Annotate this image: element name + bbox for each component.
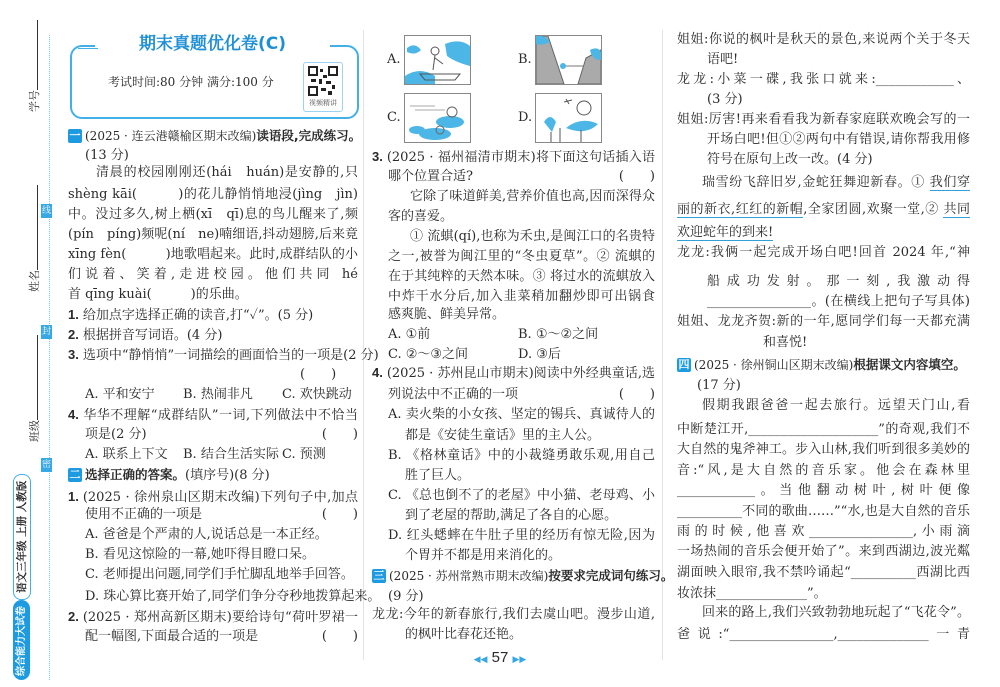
option-b[interactable]: B. ①～②之间 bbox=[518, 327, 599, 342]
question-3 bbox=[68, 345, 379, 365]
dialog-line: 龙龙:今年的新春旅行,我们去虞山吧。漫步山道, bbox=[372, 607, 655, 622]
underlined-sentence-1: 丽的新衣,红红的新帽 bbox=[677, 202, 804, 217]
question-text: (2025 · 福州福清市期末)将下面这句话插入语 bbox=[386, 150, 655, 165]
next-arrows-icon: ▶▶ bbox=[512, 654, 527, 664]
option-a[interactable]: A. 卖火柴的小女孩、坚定的锡兵、真诚待人的 bbox=[388, 407, 655, 422]
prev-arrows-icon: ◀◀ bbox=[473, 654, 488, 664]
question-4 bbox=[68, 405, 358, 425]
passage-line: 中。没过多久,树上栖(xī qī)息的鸟儿醒来了,频 bbox=[68, 207, 358, 222]
option-d[interactable]: D. ③后 bbox=[518, 347, 561, 362]
options-row bbox=[85, 445, 358, 465]
section-3-heading bbox=[372, 566, 673, 586]
dialog-line: 的枫叶比春花还艳。 bbox=[405, 627, 523, 642]
dialog-line: 姐姐:厉害!再来看看我为新春家庭联欢晚会写的一 bbox=[677, 112, 970, 127]
option-c[interactable]: C. 欢快跳动 bbox=[282, 387, 352, 402]
picture-option-label: B. bbox=[518, 52, 532, 67]
question-3 bbox=[372, 147, 655, 167]
lotus-dragonfly-illustration bbox=[536, 94, 601, 142]
dialog-line: 龙龙:小菜一碟,我张口就来:____________、 bbox=[677, 72, 970, 87]
question-number: 3. bbox=[372, 149, 383, 164]
question-text: 列说法中不正确的一项 bbox=[388, 387, 519, 402]
section-badge: 一 bbox=[69, 129, 81, 142]
section-1-heading bbox=[68, 126, 361, 146]
passage-line: 们说着、笑着,走进校园。他们共同 hé bbox=[68, 267, 358, 282]
answer-paren[interactable]: ( ) bbox=[618, 387, 655, 402]
question-number: 2. bbox=[68, 327, 79, 342]
option-b[interactable]: B. 《格林童话》中的小裁缝勇敢乐观,用自己 bbox=[388, 448, 655, 463]
question-number: 3. bbox=[68, 347, 79, 362]
section-source: (2025 · 徐州铜山区期末改编) bbox=[694, 358, 854, 372]
underlined-sentence-2: 共同 bbox=[677, 202, 970, 220]
picture-option-label: D. bbox=[518, 110, 533, 125]
greeting-line bbox=[677, 200, 970, 220]
name-label: 姓名 bbox=[28, 270, 41, 292]
question-1-cont bbox=[85, 505, 358, 525]
greeting-text: ,全家团圆,欢聚一堂,② bbox=[803, 202, 944, 217]
class-field[interactable] bbox=[26, 335, 42, 442]
question-text: 哪个位置合适? bbox=[388, 169, 473, 184]
lotus-pond-illustration bbox=[405, 94, 470, 142]
dialog-line: 开场白吧!但①②两句中有错误,请你帮我用修 bbox=[707, 132, 970, 147]
question-text: 项是(2 分) bbox=[85, 427, 147, 442]
qr-caption: 视频精讲 bbox=[309, 99, 337, 107]
exam-info: 考试时间:80 分钟 满分:100 分 bbox=[108, 75, 274, 89]
passage-line: 假期我跟爸爸一起去旅行。远望天门山,看 bbox=[702, 398, 970, 413]
passage-line: shèng kāi( )的花儿静悄悄地浸(jìng jìn) bbox=[68, 187, 358, 202]
dialog-line: 符号在原句上改一改。(4 分) bbox=[707, 152, 873, 167]
title-ornament bbox=[78, 48, 98, 49]
picture-option-c[interactable] bbox=[404, 93, 471, 143]
fill-blank-line[interactable]: 中断楚江开,____________________”的奇观,我们不 bbox=[677, 422, 970, 437]
passage-line: 之一,被誉为闽江里的“冬虫夏草”。② 流蜞的 bbox=[388, 249, 655, 264]
fill-blank-line[interactable]: 船成功发射。那一刻,我激动得 bbox=[707, 274, 970, 289]
brand-logo: 综合能力大试卷 bbox=[13, 600, 30, 680]
question-text: (2025 · 徐州泉山区期末改编)下列句子中,加点 bbox=[82, 490, 358, 505]
option-a[interactable]: A. 联系上下文 bbox=[85, 447, 168, 462]
question-4 bbox=[372, 363, 655, 383]
option-d-cont: 个胃并不都是用来消化的。 bbox=[405, 548, 562, 563]
page-number-text: 57 bbox=[491, 649, 509, 666]
question-number: 4. bbox=[372, 365, 383, 380]
dialog-line: 语吧! bbox=[707, 52, 739, 67]
section-badge: 四 bbox=[678, 358, 690, 371]
option-d[interactable]: D. 珠心算比赛开始了,同学们争分夺秒地拨算起来。 bbox=[85, 589, 381, 604]
fill-blank-line[interactable]: 湖面映入眼帘,我不禁吟诵起“__________西湖比西 bbox=[677, 565, 970, 580]
option-b-cont: 胜了巨人。 bbox=[405, 468, 471, 483]
qr-code[interactable] bbox=[303, 62, 343, 112]
section-instruction: 根据课文内容填空。 bbox=[853, 357, 966, 372]
section-instruction: 读语段,完成练习。 bbox=[256, 128, 362, 143]
fill-blank-line[interactable]: 雨的时候,他喜欢________________,小雨滴 bbox=[677, 524, 970, 539]
option-a[interactable]: A. 爸爸是个严肃的人,说话总是一本正经。 bbox=[85, 527, 328, 542]
seal-mark-seal: 封 bbox=[41, 327, 51, 337]
passage-line: 中炸干水分后,加入韭菜稍加翻炒即可出锅食 bbox=[388, 289, 655, 304]
passage-line: 大自然的鬼斧神工。步入山林,我们听到很多美妙的 bbox=[677, 442, 970, 457]
insert-sentence: 客的喜爱。 bbox=[388, 209, 454, 224]
class-label: 班级 bbox=[28, 420, 41, 442]
qr-code-icon bbox=[308, 66, 338, 96]
passage-line: xīng fèn( )地歌唱起来。此时,成群结队的小 bbox=[68, 247, 358, 262]
question-4-cont bbox=[388, 385, 655, 405]
section-points: (填序号)(8 分) bbox=[185, 468, 270, 483]
section-points: (13 分) bbox=[85, 148, 129, 163]
answer-paren[interactable]: ( ) bbox=[321, 507, 358, 522]
option-a[interactable]: A. ①前 bbox=[388, 327, 431, 342]
page-title: 期末真题优化卷(C) bbox=[95, 32, 330, 56]
question-number: 2. bbox=[68, 609, 79, 624]
seal-mark-secret: 密 bbox=[41, 460, 51, 470]
insert-sentence: 它除了味道鲜美,营养价值也高,因而深得众 bbox=[410, 189, 655, 204]
question-text: (2025 · 郑州高新区期末)要给诗句“荷叶罗裙一 bbox=[82, 610, 358, 625]
greeting-line bbox=[702, 173, 970, 193]
question-text: 根据拼音写词语。(4 分) bbox=[82, 328, 223, 343]
passage-line: 首 qīng kuài( )的乐曲。 bbox=[68, 287, 248, 302]
student-id-label: 学号 bbox=[28, 90, 41, 112]
boat-lotus-illustration bbox=[405, 36, 470, 84]
fill-blank-line[interactable]: 音:“风,是大自然的音乐家。他会在森林里 bbox=[677, 463, 970, 478]
section-instruction: 按要求完成词句练习。 bbox=[548, 568, 674, 583]
question-number: 1. bbox=[68, 307, 79, 322]
dialog-line: (3 分) bbox=[707, 92, 743, 107]
dialog-line: 姐姐、龙龙齐贺:新的一年,愿同学们每一天都充满 bbox=[677, 314, 970, 329]
section-4-heading bbox=[677, 355, 966, 375]
section-2-heading bbox=[68, 465, 270, 485]
fill-blank-line[interactable]: ____________。当他翻动树叶,树叶便像 bbox=[677, 483, 970, 498]
question-4-cont bbox=[85, 425, 358, 445]
question-text: 配一幅图,下面最合适的一项是 bbox=[85, 629, 259, 644]
greeting-line bbox=[677, 223, 773, 243]
greeting-text: 瑞雪纷飞辞旧岁,金蛇狂舞迎新春。① bbox=[702, 175, 930, 190]
mountain-river-illustration bbox=[536, 36, 601, 84]
option-c[interactable]: C. 预测 bbox=[282, 447, 326, 462]
options-row bbox=[85, 385, 358, 405]
option-c[interactable]: C. 老师提出问题,同学们手忙脚乱地举手回答。 bbox=[85, 567, 354, 582]
picture-option-a[interactable] bbox=[404, 35, 471, 85]
option-b[interactable]: B. 结合生活实际 bbox=[183, 447, 279, 462]
answer-paren[interactable]: ( ) bbox=[321, 629, 358, 644]
question-text: 给加点字选择正确的读音,打“✓”。(5 分) bbox=[82, 308, 314, 323]
section-instruction: 选择正确的答案。 bbox=[85, 467, 186, 482]
section-points: (9 分) bbox=[388, 589, 424, 604]
option-c-cont: 到了老屋的帮助,满足了各自的心愿。 bbox=[405, 508, 618, 523]
dialog-line: 和喜悦! bbox=[763, 335, 808, 350]
seal-mark-line: 线 bbox=[41, 206, 51, 216]
question-2 bbox=[68, 325, 222, 345]
fill-blank-line[interactable]: 爸说:“________________,______________一青 bbox=[677, 627, 970, 642]
passage-line: 回来的路上,我们兴致勃勃地玩起了“飞花令”。 bbox=[702, 605, 970, 620]
subject-label: 语文三年级 上册 人教版 bbox=[13, 474, 31, 600]
section-points: (17 分) bbox=[697, 378, 741, 393]
passage-line: 在于其纯粹的天然本味。③ 将过水的流蜞放入 bbox=[388, 269, 655, 284]
option-c[interactable]: C. ②～③之间 bbox=[388, 347, 469, 362]
question-1 bbox=[68, 487, 358, 507]
question-text: 华华不理解“成群结队”一词,下列做法中不恰当 bbox=[82, 408, 358, 423]
name-field[interactable] bbox=[26, 185, 42, 292]
underlined-sentence-1: 我们穿 bbox=[702, 175, 970, 193]
passage-line: 一场热闹的音乐会便开始了”。来到西湖边,波光粼 bbox=[677, 544, 970, 559]
dialog-line: 龙龙:我俩一起完成开场白吧!回首 2024 年,“神 bbox=[677, 245, 970, 260]
question-text: (2025 · 苏州昆山市期末)阅读中外经典童话,选 bbox=[386, 366, 655, 381]
passage-line: 感爽脆、鲜美异常。 bbox=[388, 307, 506, 322]
section-source: (2025 · 苏州常熟市期末改编) bbox=[389, 569, 549, 583]
option-b[interactable]: B. 热闹非凡 bbox=[183, 387, 253, 402]
answer-paren[interactable]: ( ) bbox=[618, 169, 655, 184]
question-3-cont bbox=[388, 167, 655, 187]
question-2-cont bbox=[85, 627, 358, 647]
section-badge: 二 bbox=[69, 468, 81, 481]
option-b[interactable]: B. 看见这惊险的一幕,她吓得目瞪口呆。 bbox=[85, 547, 315, 562]
fill-blank-line[interactable]: 妆浓抹______________”。 bbox=[677, 586, 827, 601]
passage-line: ① 流蜞(qí),也称为禾虫,是闽江口的名贵特 bbox=[410, 229, 655, 244]
answer-paren[interactable]: ( ) bbox=[321, 427, 358, 442]
question-text: 选项中“静悄悄”一词描绘的画面恰当的一项是(2 分) bbox=[82, 348, 379, 363]
dialog-line: 姐姐:你说的枫叶是秋天的景色,来说两个关于冬天 bbox=[677, 32, 970, 47]
question-1 bbox=[68, 305, 313, 325]
binding-line bbox=[49, 35, 50, 680]
question-number: 4. bbox=[68, 407, 79, 422]
fill-blank-line[interactable]: __________不同的歌曲……”“水,也是大自然的音乐 bbox=[677, 504, 970, 519]
option-c[interactable]: C. 《总也倒不了的老屋》中小猫、老母鸡、小 bbox=[388, 488, 655, 503]
section-source: (2025 · 连云港赣榆区期末改编) bbox=[85, 129, 257, 143]
picture-option-b[interactable] bbox=[535, 35, 602, 85]
student-id-field[interactable] bbox=[26, 20, 42, 112]
option-a[interactable]: A. 平和安宁 bbox=[85, 387, 155, 402]
question-number: 1. bbox=[68, 489, 79, 504]
answer-paren[interactable]: ( ) bbox=[300, 367, 337, 382]
passage-line: 清晨的校园刚刚还(hái huán)是安静的,只 bbox=[96, 165, 358, 180]
passage-line: (pín píng)频呢(ní ne)喃细语,抖动翅膀,后来竟 bbox=[68, 227, 358, 242]
option-a-cont: 都是《安徒生童话》里的主人公。 bbox=[405, 428, 601, 443]
question-2 bbox=[68, 607, 358, 627]
page-number bbox=[470, 648, 530, 668]
picture-option-label: C. bbox=[387, 110, 401, 125]
picture-option-label: A. bbox=[387, 52, 401, 67]
fill-blank-line[interactable]: ________________。(在横线上把句子写具体) bbox=[707, 294, 970, 309]
option-d[interactable]: D. 红头蟋蟀在牛肚子里的经历有惊无险,因为 bbox=[388, 528, 655, 543]
underlined-sentence-2: 欢迎蛇年的到来! bbox=[677, 225, 774, 240]
picture-option-d[interactable] bbox=[535, 93, 602, 143]
question-text: 使用不正确的一项是 bbox=[85, 507, 203, 522]
section-badge: 三 bbox=[373, 569, 385, 582]
